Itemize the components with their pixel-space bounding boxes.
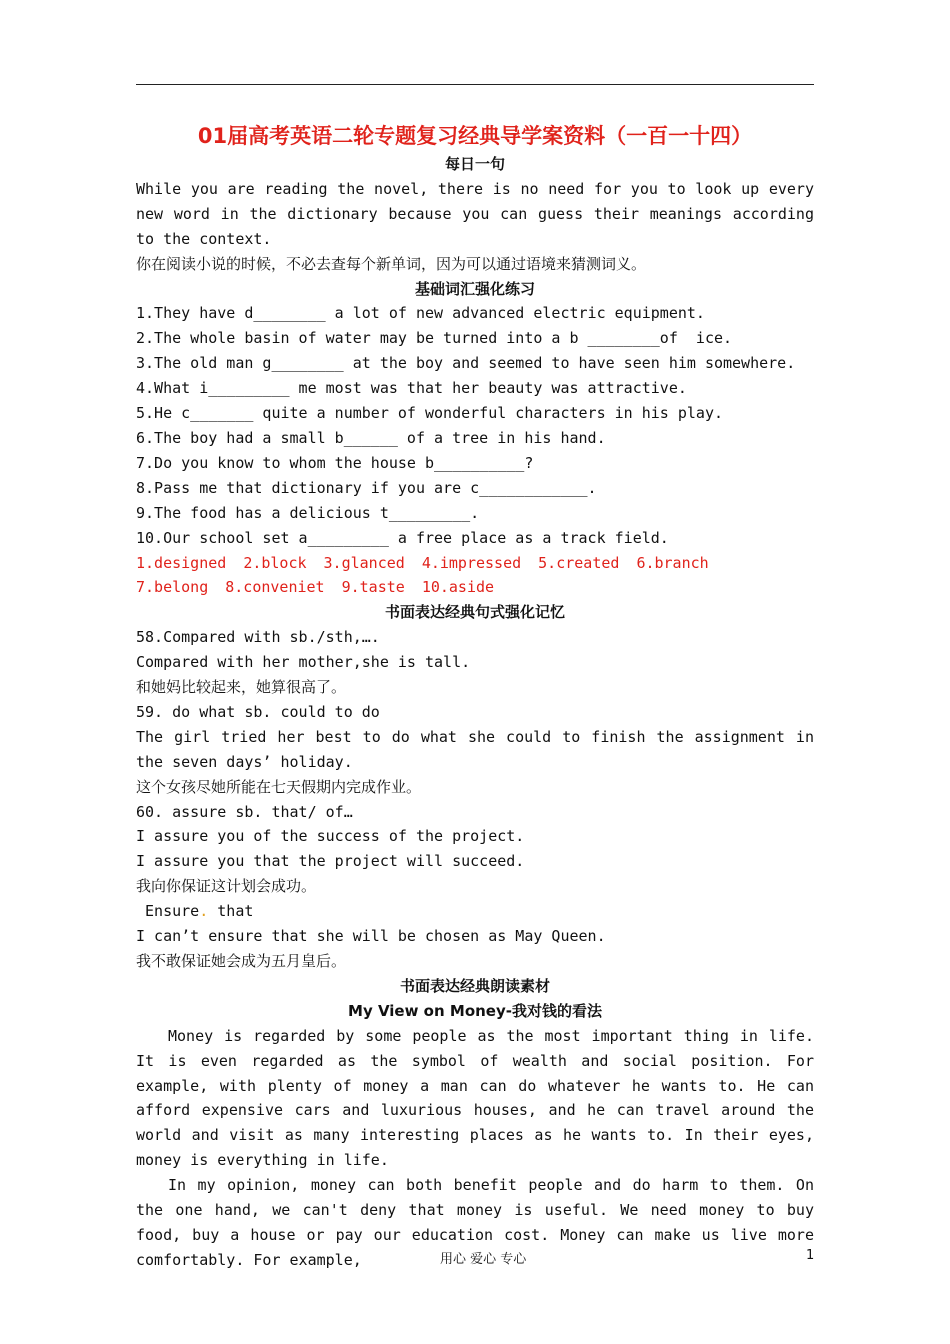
ensure-translation: 我不敢保证她会成为五月皇后。 [136,952,347,970]
ensure-example: I can’t ensure that she will be chosen as May Queen. [136,927,606,946]
answer-item: 5.created [538,553,620,572]
ensure-word: Ensure [136,902,200,921]
answer-item: 1.designed [136,553,227,572]
answer-item: 7.belong [136,578,209,597]
comment-marker-icon: . [199,902,209,921]
vocab-list [136,301,814,550]
pattern-58-example: Compared with her mother,she is tall. [136,653,471,672]
reading-subtitle: My View on Money-我对钱的看法 [348,1001,602,1020]
pattern-60-example-2: I assure you that the project will succeed. [136,852,525,871]
daily-english: While you are reading the novel, there is no need for you to look up every new word in the dictionary because you can guess their meanings according to the context. [136,179,814,248]
vocab-item: 9.The food has a delicious t_________. [136,503,480,522]
page-number: 1 [806,1248,815,1263]
answer-item: 10.aside [421,578,495,597]
vocab-answers [136,551,814,601]
daily-chinese: 你在阅读小说的时候，不必去查每个新单词，因为可以通过语境来猜测词义。 [136,254,647,273]
answer-item: 4.impressed [421,553,522,572]
answer-item: 6.branch [636,553,709,572]
vocab-item: 4.What i_________ me most was that her beauty was attractive. [136,379,687,398]
answer-item: 2.block [243,553,307,572]
vocab-item: 1.They have d________ a lot of new advanced electric equipment. [136,304,705,323]
vocab-item: 5.He c_______ quite a number of wonderful characters in his play. [136,404,723,423]
header-rule [136,84,814,85]
vocab-item: 6.The boy had a small b______ of a tree in his hand. [136,428,606,447]
ensure-title [136,899,814,924]
reading-heading: 书面表达经典朗读素材 [399,976,550,995]
answer-item: 9.taste [341,578,405,597]
ensure-that: that [208,902,254,921]
pattern-59-title: 59. do what sb. could to do [136,702,380,721]
pattern-60-example-1: I assure you of the success of the project. [136,827,525,846]
pattern-59-example: The girl tried her best to do what she could to finish the assignment in the seven days’ holiday. [136,727,814,771]
vocab-heading: 基础词汇强化练习 [414,279,535,298]
pattern-60-title: 60. assure sb. that/ of… [136,802,353,821]
vocab-item: 3.The old man g________ at the boy and seemed to have seen him somewhere. [136,354,796,373]
pattern-59-translation: 这个女孩尽她所能在七天假期内完成作业。 [136,777,422,796]
answer-item: 8.conveniet [225,578,325,597]
pattern-58-title: 58.Compared with sb./sth,…. [136,628,380,647]
vocab-item: 2.The whole basin of water may be turned into a b ________of ice. [136,329,733,348]
vocab-item: 8.Pass me that dictionary if you are c____________. [136,478,597,497]
reading-paragraph-1: Money is regarded by some people as the most important thing in life. It is even regarded as the symbol of wealth and social position. For example, with plenty of money a man can do whatever he wants to. He can afford expensive cars and luxurious houses, and he can travel around the world and visit as many interesting places as he wants to. In their eyes, money is everything in life. [136,1026,814,1170]
page-title: 01届高考英语二轮专题复习经典导学案资料（一百一十四） [197,124,753,148]
pattern-58-translation: 和她妈比较起来，她算很高了。 [136,678,347,697]
answer-item: 3.glanced [323,553,405,572]
patterns-heading: 书面表达经典句式强化记忆 [384,603,565,622]
pattern-60-translation: 我向你保证这计划会成功。 [136,877,317,896]
daily-heading: 每日一句 [444,155,505,173]
vocab-item: 7.Do you know to whom the house b__________? [136,453,534,472]
footer-motto: 用心 爱心 专心 [440,1252,527,1267]
document-body [136,120,814,1273]
reading-paragraph-2: In my opinion, money can both benefit people and do harm to them. On the one hand, we can't deny that money is useful. We need money to buy food, buy a house or pay our education cost. Money can make us live more comfortably. For example, [136,1176,814,1269]
vocab-item: 10.Our school set a_________ a free place as a track field. [136,528,669,547]
